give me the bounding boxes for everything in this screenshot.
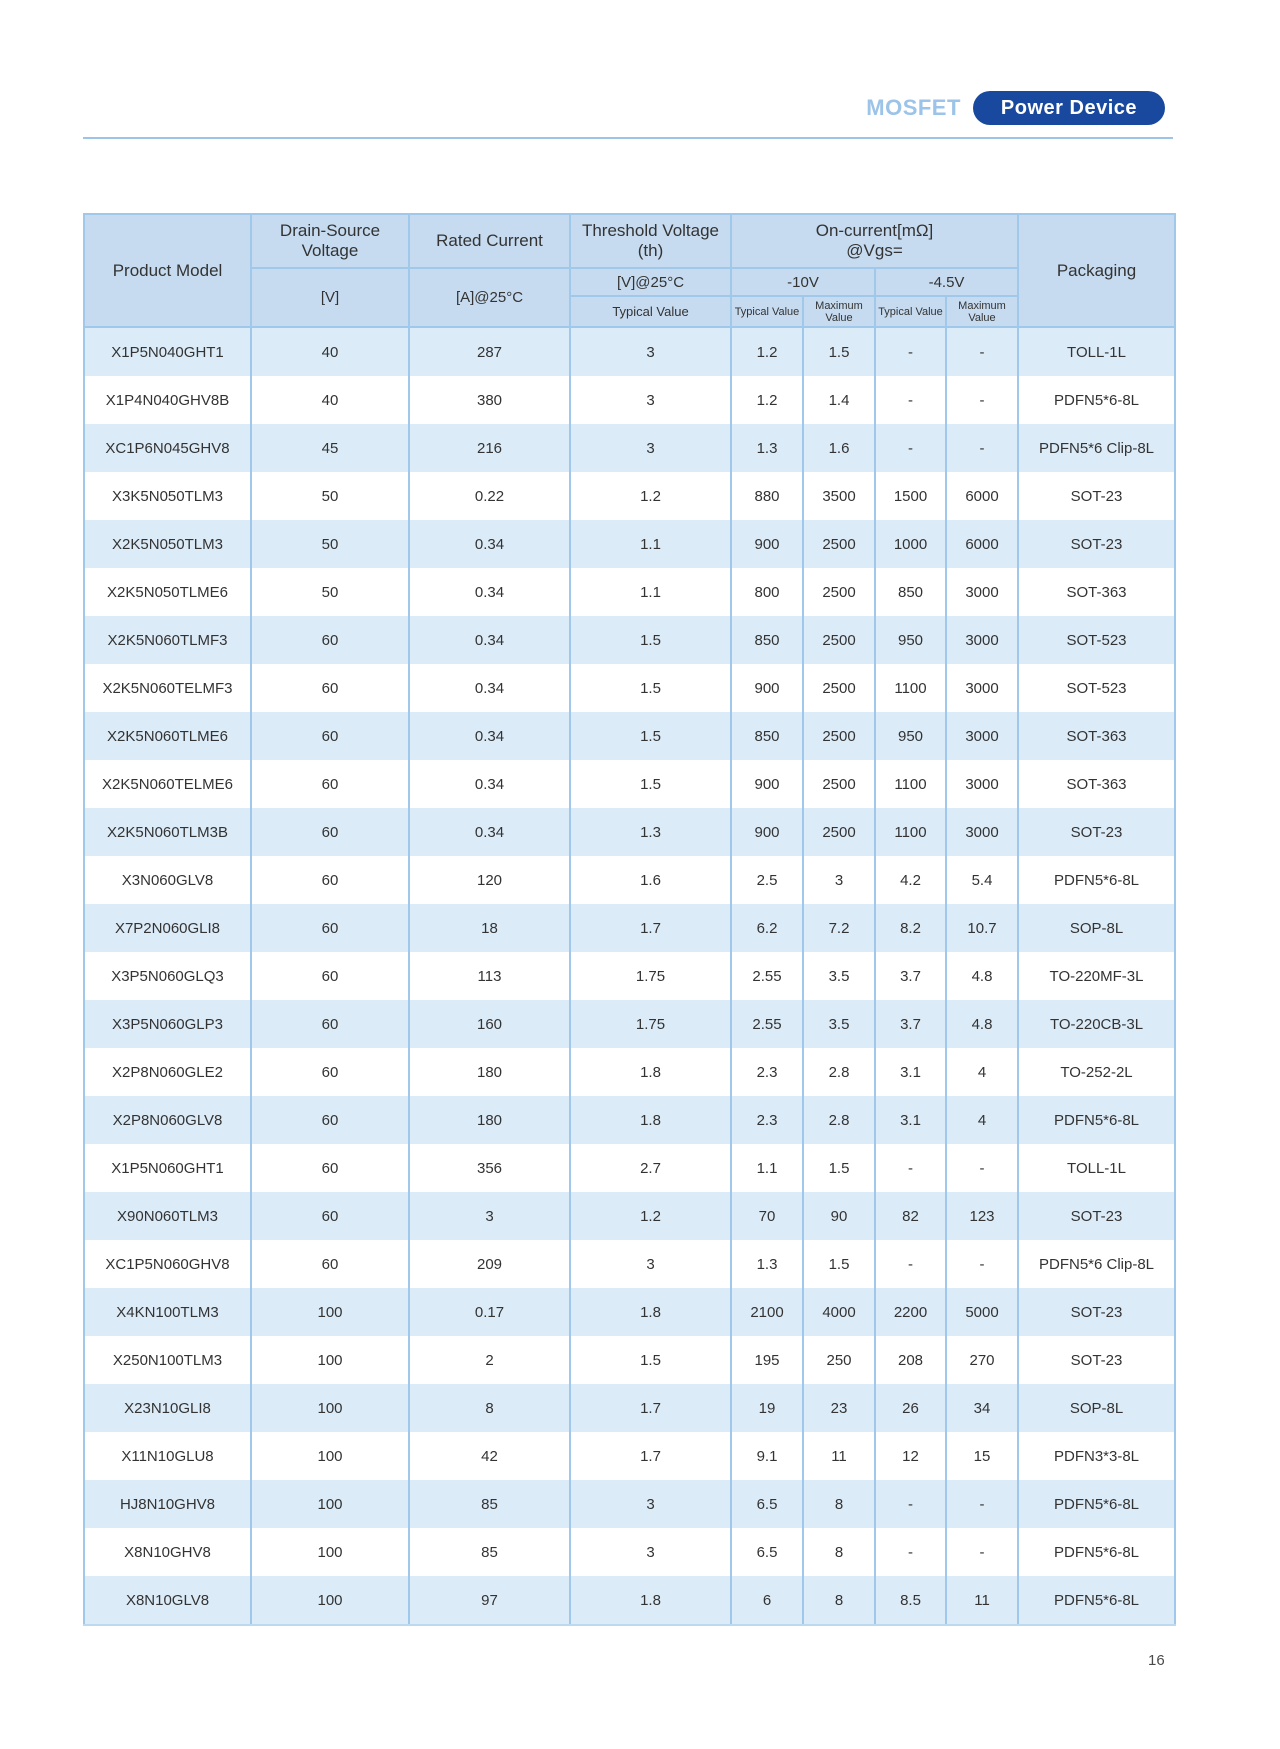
mosfet-spec-table — [83, 213, 1176, 1626]
subcol-4v5-typical-value: Typical Value — [875, 296, 946, 327]
cell-on-current-4v5-typical: 1500 — [875, 472, 946, 520]
cell-on-current-10v-typical: 1.1 — [731, 1144, 803, 1192]
table-row — [84, 1288, 1175, 1336]
cell-drain-source-voltage: 40 — [251, 376, 409, 424]
cell-drain-source-voltage: 60 — [251, 952, 409, 1000]
cell-product-model: XC1P6N045GHV8 — [84, 424, 251, 472]
col-header-packaging: Packaging — [1018, 214, 1175, 327]
cell-on-current-4v5-maximum: 4.8 — [946, 1000, 1018, 1048]
subcol-10v-maximum-value: Maximum Value — [803, 296, 875, 327]
cell-on-current-4v5-maximum: - — [946, 376, 1018, 424]
cell-on-current-4v5-typical: 950 — [875, 712, 946, 760]
cell-on-current-4v5-maximum: 5000 — [946, 1288, 1018, 1336]
cell-on-current-10v-maximum: 7.2 — [803, 904, 875, 952]
cell-product-model: X8N10GHV8 — [84, 1528, 251, 1576]
cell-packaging: TO-220CB-3L — [1018, 1000, 1175, 1048]
cell-on-current-4v5-maximum: 3000 — [946, 568, 1018, 616]
threshold-voltage-line2: (th) — [637, 241, 664, 260]
cell-threshold-voltage-typical: 2.7 — [570, 1144, 731, 1192]
cell-drain-source-voltage: 60 — [251, 616, 409, 664]
cell-on-current-4v5-typical: 1000 — [875, 520, 946, 568]
subcol-10v-typical-value: Typical Value — [731, 296, 803, 327]
cell-rated-current: 42 — [409, 1432, 570, 1480]
cell-on-current-4v5-maximum: 5.4 — [946, 856, 1018, 904]
cell-threshold-voltage-typical: 1.7 — [570, 904, 731, 952]
cell-on-current-10v-typical: 2.3 — [731, 1048, 803, 1096]
cell-product-model: X3P5N060GLQ3 — [84, 952, 251, 1000]
cell-on-current-4v5-typical: 26 — [875, 1384, 946, 1432]
cell-packaging: PDFN5*6-8L — [1018, 1528, 1175, 1576]
cell-drain-source-voltage: 100 — [251, 1432, 409, 1480]
cell-rated-current: 0.17 — [409, 1288, 570, 1336]
cell-on-current-4v5-typical: - — [875, 376, 946, 424]
table-row — [84, 1384, 1175, 1432]
table-row — [84, 808, 1175, 856]
cell-drain-source-voltage: 100 — [251, 1384, 409, 1432]
table-row — [84, 424, 1175, 472]
page-number: 16 — [1148, 1652, 1165, 1669]
table-row — [84, 1192, 1175, 1240]
cell-on-current-4v5-maximum: 34 — [946, 1384, 1018, 1432]
cell-packaging: SOT-23 — [1018, 1192, 1175, 1240]
cell-product-model: X11N10GLU8 — [84, 1432, 251, 1480]
cell-product-model: X2K5N050TLME6 — [84, 568, 251, 616]
col-header-product-model: Product Model — [84, 214, 251, 327]
cell-on-current-4v5-typical: 950 — [875, 616, 946, 664]
cell-threshold-voltage-typical: 1.3 — [570, 808, 731, 856]
cell-drain-source-voltage: 100 — [251, 1576, 409, 1625]
cell-on-current-4v5-typical: 208 — [875, 1336, 946, 1384]
cell-threshold-voltage-typical: 1.8 — [570, 1576, 731, 1625]
cell-rated-current: 209 — [409, 1240, 570, 1288]
cell-on-current-4v5-maximum: 4 — [946, 1096, 1018, 1144]
cell-on-current-10v-maximum: 2500 — [803, 760, 875, 808]
cell-on-current-4v5-typical: 8.2 — [875, 904, 946, 952]
cell-on-current-10v-typical: 195 — [731, 1336, 803, 1384]
cell-on-current-10v-typical: 9.1 — [731, 1432, 803, 1480]
cell-threshold-voltage-typical: 3 — [570, 376, 731, 424]
cell-on-current-10v-typical: 1.3 — [731, 1240, 803, 1288]
table-row — [84, 904, 1175, 952]
cell-product-model: X2K5N060TLM3B — [84, 808, 251, 856]
cell-rated-current: 180 — [409, 1048, 570, 1096]
cell-on-current-4v5-maximum: - — [946, 327, 1018, 376]
cell-drain-source-voltage: 60 — [251, 1096, 409, 1144]
cell-threshold-voltage-typical: 1.75 — [570, 952, 731, 1000]
cell-on-current-10v-maximum: 1.5 — [803, 327, 875, 376]
cell-on-current-10v-maximum: 2.8 — [803, 1048, 875, 1096]
on-current-line1: On-current[mΩ] — [815, 221, 934, 240]
cell-rated-current: 0.34 — [409, 520, 570, 568]
cell-threshold-voltage-typical: 3 — [570, 327, 731, 376]
cell-on-current-10v-maximum: 8 — [803, 1528, 875, 1576]
cell-on-current-4v5-typical: 1100 — [875, 808, 946, 856]
cell-threshold-voltage-typical: 3 — [570, 1240, 731, 1288]
cell-rated-current: 160 — [409, 1000, 570, 1048]
cell-on-current-4v5-typical: 3.7 — [875, 952, 946, 1000]
cell-on-current-4v5-typical: 850 — [875, 568, 946, 616]
cell-threshold-voltage-typical: 3 — [570, 1528, 731, 1576]
cell-on-current-4v5-typical: 1100 — [875, 760, 946, 808]
cell-on-current-10v-maximum: 2500 — [803, 808, 875, 856]
unit-drain-source-voltage: [V] — [251, 268, 409, 327]
cell-on-current-10v-maximum: 3.5 — [803, 952, 875, 1000]
cell-rated-current: 180 — [409, 1096, 570, 1144]
cell-on-current-10v-maximum: 90 — [803, 1192, 875, 1240]
cell-rated-current: 380 — [409, 376, 570, 424]
cell-on-current-10v-typical: 19 — [731, 1384, 803, 1432]
cell-drain-source-voltage: 60 — [251, 1240, 409, 1288]
table-body — [84, 327, 1175, 1625]
cell-drain-source-voltage: 60 — [251, 664, 409, 712]
cell-on-current-10v-typical: 800 — [731, 568, 803, 616]
cell-on-current-10v-maximum: 3.5 — [803, 1000, 875, 1048]
unit-rated-current: [A]@25°C — [409, 268, 570, 327]
cell-on-current-4v5-typical: 8.5 — [875, 1576, 946, 1625]
cell-on-current-10v-maximum: 1.4 — [803, 376, 875, 424]
cell-drain-source-voltage: 60 — [251, 856, 409, 904]
cell-product-model: X2K5N060TLME6 — [84, 712, 251, 760]
cell-packaging: TO-252-2L — [1018, 1048, 1175, 1096]
cell-on-current-10v-typical: 850 — [731, 616, 803, 664]
cell-rated-current: 120 — [409, 856, 570, 904]
cell-product-model: HJ8N10GHV8 — [84, 1480, 251, 1528]
cell-on-current-10v-typical: 2100 — [731, 1288, 803, 1336]
cell-packaging: PDFN5*6-8L — [1018, 856, 1175, 904]
cell-packaging: SOT-523 — [1018, 616, 1175, 664]
cell-packaging: PDFN5*6-8L — [1018, 376, 1175, 424]
table-row — [84, 1432, 1175, 1480]
cell-on-current-4v5-maximum: 123 — [946, 1192, 1018, 1240]
cell-packaging: PDFN5*6 Clip-8L — [1018, 1240, 1175, 1288]
brand-header — [866, 91, 1165, 125]
cell-drain-source-voltage: 40 — [251, 327, 409, 376]
cell-packaging: PDFN5*6 Clip-8L — [1018, 424, 1175, 472]
table-row — [84, 1336, 1175, 1384]
cell-on-current-4v5-typical: 2200 — [875, 1288, 946, 1336]
cell-packaging: SOP-8L — [1018, 904, 1175, 952]
cell-threshold-voltage-typical: 1.75 — [570, 1000, 731, 1048]
col-header-on-current — [731, 214, 1018, 268]
cell-rated-current: 0.34 — [409, 568, 570, 616]
subcol-threshold-typical-value: Typical Value — [570, 296, 731, 327]
cell-drain-source-voltage: 50 — [251, 520, 409, 568]
cell-on-current-4v5-maximum: 3000 — [946, 760, 1018, 808]
cell-threshold-voltage-typical: 1.8 — [570, 1048, 731, 1096]
cell-product-model: X2P8N060GLE2 — [84, 1048, 251, 1096]
cell-on-current-4v5-maximum: 270 — [946, 1336, 1018, 1384]
table-header — [84, 214, 1175, 327]
cell-product-model: X2K5N050TLM3 — [84, 520, 251, 568]
col-header-threshold-voltage — [570, 214, 731, 268]
threshold-voltage-line1: Threshold Voltage — [581, 221, 720, 240]
col-header-drain-source-voltage: Drain-Source Voltage — [251, 214, 409, 268]
cell-on-current-10v-typical: 2.55 — [731, 952, 803, 1000]
cell-on-current-4v5-maximum: - — [946, 1528, 1018, 1576]
cell-product-model: X2P8N060GLV8 — [84, 1096, 251, 1144]
cell-threshold-voltage-typical: 1.2 — [570, 472, 731, 520]
cell-threshold-voltage-typical: 1.8 — [570, 1096, 731, 1144]
cell-threshold-voltage-typical: 1.2 — [570, 1192, 731, 1240]
cell-on-current-4v5-typical: - — [875, 1144, 946, 1192]
cell-product-model: X2K5N060TELMF3 — [84, 664, 251, 712]
table-row — [84, 664, 1175, 712]
table-row — [84, 1144, 1175, 1192]
cell-on-current-4v5-maximum: 11 — [946, 1576, 1018, 1625]
cell-on-current-10v-maximum: 2500 — [803, 616, 875, 664]
cell-on-current-4v5-maximum: 10.7 — [946, 904, 1018, 952]
cell-packaging: SOT-363 — [1018, 712, 1175, 760]
cell-drain-source-voltage: 100 — [251, 1336, 409, 1384]
cell-rated-current: 97 — [409, 1576, 570, 1625]
cell-on-current-10v-maximum: 4000 — [803, 1288, 875, 1336]
cell-on-current-10v-typical: 2.3 — [731, 1096, 803, 1144]
cell-packaging: PDFN3*3-8L — [1018, 1432, 1175, 1480]
cell-rated-current: 113 — [409, 952, 570, 1000]
cell-packaging: SOT-23 — [1018, 1288, 1175, 1336]
unit-threshold-voltage: [V]@25°C — [570, 268, 731, 296]
cell-on-current-10v-maximum: 1.5 — [803, 1144, 875, 1192]
cell-on-current-10v-maximum: 2500 — [803, 568, 875, 616]
on-current-line2: @Vgs= — [846, 241, 903, 260]
table-row — [84, 1048, 1175, 1096]
cell-drain-source-voltage: 60 — [251, 712, 409, 760]
cell-product-model: X1P5N060GHT1 — [84, 1144, 251, 1192]
cell-drain-source-voltage: 60 — [251, 904, 409, 952]
cell-threshold-voltage-typical: 3 — [570, 1480, 731, 1528]
cell-rated-current: 85 — [409, 1480, 570, 1528]
cell-on-current-4v5-typical: - — [875, 327, 946, 376]
table-row — [84, 327, 1175, 376]
cell-drain-source-voltage: 60 — [251, 808, 409, 856]
cell-product-model: X1P4N040GHV8B — [84, 376, 251, 424]
cell-product-model: X90N060TLM3 — [84, 1192, 251, 1240]
cell-rated-current: 0.34 — [409, 616, 570, 664]
cell-product-model: X3N060GLV8 — [84, 856, 251, 904]
cell-on-current-4v5-maximum: 3000 — [946, 664, 1018, 712]
cell-drain-source-voltage: 45 — [251, 424, 409, 472]
cell-on-current-10v-typical: 1.3 — [731, 424, 803, 472]
cell-on-current-10v-maximum: 8 — [803, 1576, 875, 1625]
cell-on-current-4v5-typical: - — [875, 1528, 946, 1576]
cell-on-current-10v-typical: 6 — [731, 1576, 803, 1625]
cell-product-model: X3P5N060GLP3 — [84, 1000, 251, 1048]
cell-on-current-10v-typical: 2.5 — [731, 856, 803, 904]
cell-rated-current: 18 — [409, 904, 570, 952]
cell-drain-source-voltage: 100 — [251, 1528, 409, 1576]
cell-on-current-4v5-maximum: 6000 — [946, 520, 1018, 568]
cell-rated-current: 85 — [409, 1528, 570, 1576]
cell-on-current-10v-typical: 6.2 — [731, 904, 803, 952]
cell-on-current-4v5-maximum: 3000 — [946, 616, 1018, 664]
cell-threshold-voltage-typical: 1.5 — [570, 616, 731, 664]
cell-packaging: SOT-23 — [1018, 808, 1175, 856]
cell-packaging: TOLL-1L — [1018, 1144, 1175, 1192]
header-divider — [83, 137, 1173, 139]
cell-packaging: SOT-23 — [1018, 520, 1175, 568]
cell-rated-current: 2 — [409, 1336, 570, 1384]
cell-on-current-10v-typical: 6.5 — [731, 1480, 803, 1528]
cell-on-current-4v5-maximum: - — [946, 1480, 1018, 1528]
table-row — [84, 760, 1175, 808]
cell-packaging: TO-220MF-3L — [1018, 952, 1175, 1000]
cell-on-current-10v-typical: 2.55 — [731, 1000, 803, 1048]
cell-on-current-4v5-maximum: - — [946, 424, 1018, 472]
cell-on-current-4v5-typical: 3.7 — [875, 1000, 946, 1048]
cell-drain-source-voltage: 60 — [251, 1192, 409, 1240]
cell-on-current-10v-maximum: 1.5 — [803, 1240, 875, 1288]
cell-on-current-10v-typical: 900 — [731, 760, 803, 808]
table-row — [84, 616, 1175, 664]
cell-drain-source-voltage: 100 — [251, 1288, 409, 1336]
cell-on-current-10v-typical: 850 — [731, 712, 803, 760]
cell-on-current-4v5-typical: 12 — [875, 1432, 946, 1480]
cell-threshold-voltage-typical: 1.6 — [570, 856, 731, 904]
power-device-badge: Power Device — [973, 91, 1165, 125]
cell-packaging: SOT-523 — [1018, 664, 1175, 712]
cell-packaging: SOP-8L — [1018, 1384, 1175, 1432]
cell-threshold-voltage-typical: 1.5 — [570, 1336, 731, 1384]
cell-product-model: X250N100TLM3 — [84, 1336, 251, 1384]
cell-on-current-10v-typical: 900 — [731, 808, 803, 856]
cell-drain-source-voltage: 50 — [251, 472, 409, 520]
cell-on-current-10v-typical: 6.5 — [731, 1528, 803, 1576]
table-row — [84, 1240, 1175, 1288]
cell-on-current-4v5-typical: - — [875, 1480, 946, 1528]
cell-product-model: X3K5N050TLM3 — [84, 472, 251, 520]
table-row — [84, 1528, 1175, 1576]
cell-drain-source-voltage: 60 — [251, 1144, 409, 1192]
cell-product-model: X23N10GLI8 — [84, 1384, 251, 1432]
cell-drain-source-voltage: 60 — [251, 1000, 409, 1048]
cell-on-current-10v-maximum: 23 — [803, 1384, 875, 1432]
table-row — [84, 712, 1175, 760]
cell-packaging: SOT-363 — [1018, 760, 1175, 808]
cell-threshold-voltage-typical: 1.1 — [570, 520, 731, 568]
cell-on-current-10v-maximum: 8 — [803, 1480, 875, 1528]
table-row — [84, 1096, 1175, 1144]
cell-on-current-4v5-typical: - — [875, 1240, 946, 1288]
cell-threshold-voltage-typical: 1.7 — [570, 1432, 731, 1480]
cell-drain-source-voltage: 50 — [251, 568, 409, 616]
cell-product-model: X7P2N060GLI8 — [84, 904, 251, 952]
cell-on-current-10v-maximum: 2500 — [803, 712, 875, 760]
cell-on-current-10v-maximum: 11 — [803, 1432, 875, 1480]
cell-on-current-10v-maximum: 1.6 — [803, 424, 875, 472]
cell-rated-current: 0.34 — [409, 664, 570, 712]
cell-rated-current: 0.34 — [409, 712, 570, 760]
cell-threshold-voltage-typical: 3 — [570, 424, 731, 472]
cell-product-model: X2K5N060TELME6 — [84, 760, 251, 808]
cell-on-current-4v5-maximum: - — [946, 1240, 1018, 1288]
cell-drain-source-voltage: 60 — [251, 760, 409, 808]
cell-packaging: SOT-23 — [1018, 472, 1175, 520]
cell-threshold-voltage-typical: 1.1 — [570, 568, 731, 616]
cell-on-current-4v5-maximum: 4 — [946, 1048, 1018, 1096]
subcol-4v5-maximum-value: Maximum Value — [946, 296, 1018, 327]
cell-packaging: SOT-363 — [1018, 568, 1175, 616]
cell-on-current-4v5-typical: 3.1 — [875, 1096, 946, 1144]
table-row — [84, 856, 1175, 904]
cell-drain-source-voltage: 60 — [251, 1048, 409, 1096]
cell-threshold-voltage-typical: 1.5 — [570, 712, 731, 760]
cell-on-current-10v-maximum: 250 — [803, 1336, 875, 1384]
cell-packaging: TOLL-1L — [1018, 327, 1175, 376]
table-row — [84, 568, 1175, 616]
cell-on-current-4v5-maximum: 3000 — [946, 808, 1018, 856]
table-row — [84, 520, 1175, 568]
table-row — [84, 952, 1175, 1000]
cell-rated-current: 8 — [409, 1384, 570, 1432]
cell-product-model: X4KN100TLM3 — [84, 1288, 251, 1336]
cell-threshold-voltage-typical: 1.7 — [570, 1384, 731, 1432]
cell-rated-current: 0.34 — [409, 808, 570, 856]
cell-on-current-4v5-typical: 1100 — [875, 664, 946, 712]
cell-on-current-10v-maximum: 2.8 — [803, 1096, 875, 1144]
cell-rated-current: 0.34 — [409, 760, 570, 808]
cell-on-current-10v-maximum: 3 — [803, 856, 875, 904]
cell-product-model: X1P5N040GHT1 — [84, 327, 251, 376]
cell-rated-current: 3 — [409, 1192, 570, 1240]
cell-on-current-4v5-typical: - — [875, 424, 946, 472]
cell-on-current-4v5-typical: 4.2 — [875, 856, 946, 904]
table-row — [84, 1576, 1175, 1625]
table-row — [84, 1480, 1175, 1528]
cell-on-current-10v-maximum: 3500 — [803, 472, 875, 520]
cell-rated-current: 287 — [409, 327, 570, 376]
cell-on-current-4v5-maximum: 6000 — [946, 472, 1018, 520]
cell-packaging: PDFN5*6-8L — [1018, 1480, 1175, 1528]
cell-packaging: PDFN5*6-8L — [1018, 1096, 1175, 1144]
cell-on-current-10v-typical: 1.2 — [731, 327, 803, 376]
cell-on-current-10v-typical: 900 — [731, 520, 803, 568]
cell-on-current-4v5-maximum: 4.8 — [946, 952, 1018, 1000]
cell-product-model: XC1P5N060GHV8 — [84, 1240, 251, 1288]
cell-on-current-10v-typical: 880 — [731, 472, 803, 520]
cell-rated-current: 356 — [409, 1144, 570, 1192]
cell-threshold-voltage-typical: 1.5 — [570, 664, 731, 712]
col-header-rated-current: Rated Current — [409, 214, 570, 268]
cell-on-current-4v5-maximum: 3000 — [946, 712, 1018, 760]
cell-rated-current: 216 — [409, 424, 570, 472]
table-row — [84, 1000, 1175, 1048]
cell-rated-current: 0.22 — [409, 472, 570, 520]
cell-packaging: SOT-23 — [1018, 1336, 1175, 1384]
cell-on-current-4v5-typical: 82 — [875, 1192, 946, 1240]
cell-product-model: X8N10GLV8 — [84, 1576, 251, 1625]
cell-on-current-4v5-maximum: - — [946, 1144, 1018, 1192]
cell-on-current-4v5-maximum: 15 — [946, 1432, 1018, 1480]
cell-on-current-10v-maximum: 2500 — [803, 520, 875, 568]
cell-on-current-4v5-typical: 3.1 — [875, 1048, 946, 1096]
table-row — [84, 376, 1175, 424]
col-header-vgs-minus10v: -10V — [731, 268, 875, 296]
cell-on-current-10v-typical: 1.2 — [731, 376, 803, 424]
category-label: MOSFET — [866, 95, 961, 120]
cell-on-current-10v-maximum: 2500 — [803, 664, 875, 712]
cell-on-current-10v-typical: 70 — [731, 1192, 803, 1240]
cell-packaging: PDFN5*6-8L — [1018, 1576, 1175, 1625]
cell-threshold-voltage-typical: 1.5 — [570, 760, 731, 808]
cell-product-model: X2K5N060TLMF3 — [84, 616, 251, 664]
cell-threshold-voltage-typical: 1.8 — [570, 1288, 731, 1336]
col-header-vgs-minus4v5: -4.5V — [875, 268, 1018, 296]
cell-drain-source-voltage: 100 — [251, 1480, 409, 1528]
table-row — [84, 472, 1175, 520]
cell-on-current-10v-typical: 900 — [731, 664, 803, 712]
